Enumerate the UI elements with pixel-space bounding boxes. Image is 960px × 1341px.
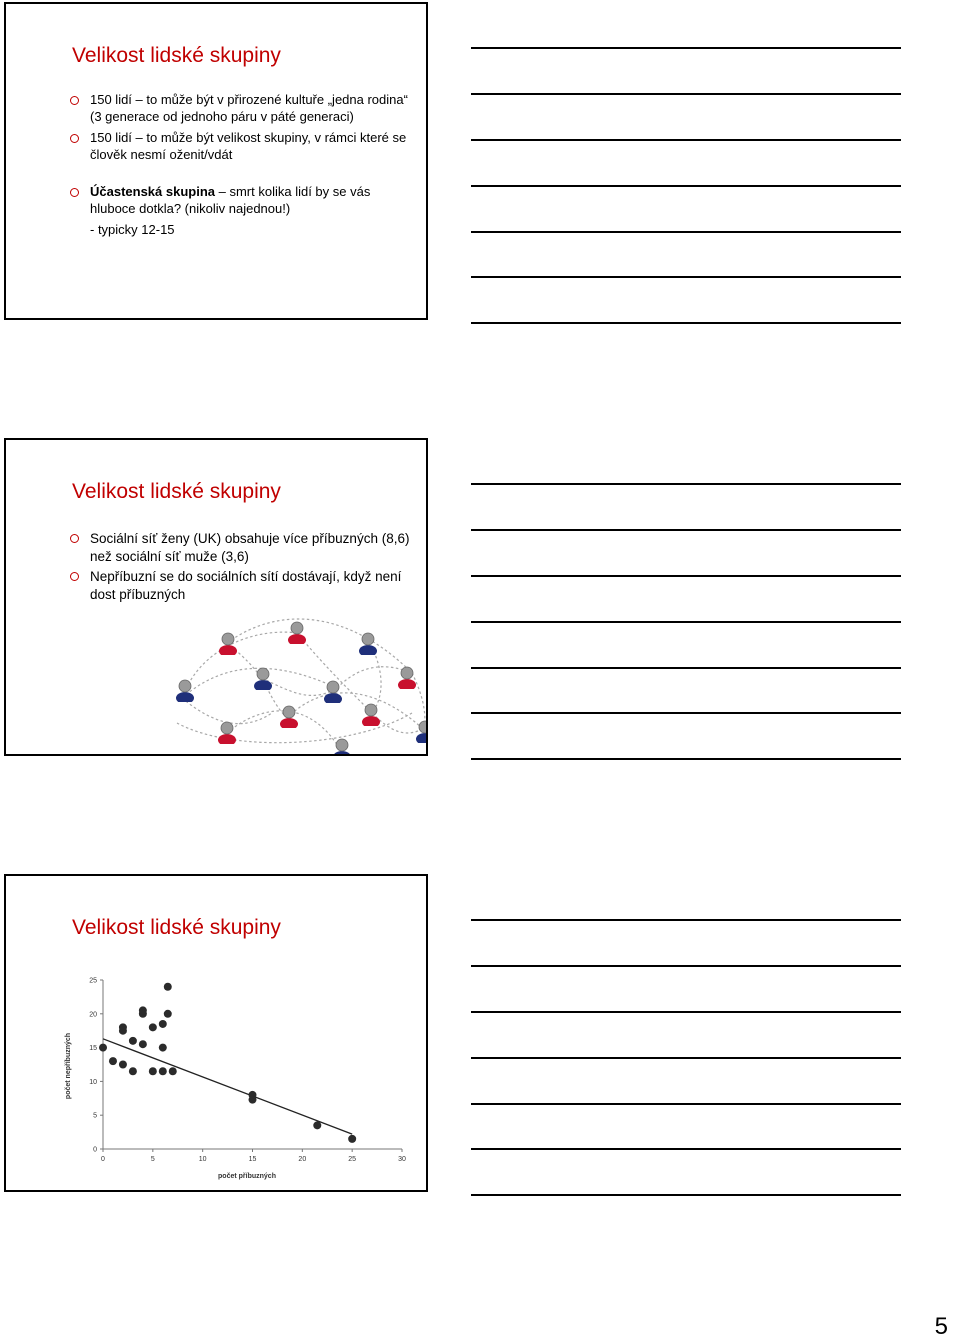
data-point	[159, 1020, 167, 1028]
person-icon	[332, 737, 352, 756]
note-line	[471, 575, 901, 577]
data-point	[348, 1135, 356, 1143]
data-point	[119, 1027, 127, 1035]
data-point	[149, 1023, 157, 1031]
data-point	[109, 1057, 117, 1065]
note-line	[471, 483, 901, 485]
data-point	[164, 1010, 172, 1018]
data-point	[249, 1096, 257, 1104]
note-line	[471, 1194, 901, 1196]
scatter-chart	[56, 968, 416, 1186]
y-tick-label: 10	[89, 1078, 97, 1086]
x-tick-label: 15	[248, 1156, 257, 1163]
bullet-text: 150 lidí – to může být velikost skupiny, v rámci které se člověk nesmí oženit/vdát	[90, 130, 407, 162]
data-point	[99, 1044, 107, 1052]
note-line	[471, 529, 901, 531]
person-icon	[358, 631, 378, 655]
page-number: 5	[934, 1313, 948, 1340]
note-line	[471, 47, 901, 49]
note-line	[471, 185, 901, 187]
note-line	[471, 322, 901, 324]
note-line	[471, 1103, 901, 1105]
data-point	[129, 1037, 137, 1045]
note-line	[471, 231, 901, 233]
person-icon	[217, 720, 237, 744]
bullet-item	[70, 184, 415, 217]
person-icon	[218, 631, 238, 655]
y-tick-label: 0	[93, 1146, 97, 1154]
data-point	[169, 1067, 177, 1075]
person-icon	[253, 666, 273, 690]
x-tick-label: 30	[398, 1156, 406, 1163]
note-line	[471, 1057, 901, 1059]
y-tick-label: 5	[93, 1112, 97, 1120]
data-point	[119, 1061, 127, 1069]
y-axis-label: počet nepříbuzných	[65, 1032, 72, 1100]
person-icon	[397, 665, 417, 689]
y-tick-label: 20	[89, 1011, 97, 1019]
x-tick-label: 25	[348, 1156, 357, 1163]
data-point	[313, 1121, 321, 1129]
data-point	[139, 1040, 147, 1048]
bullet-item	[70, 130, 415, 163]
note-line	[471, 621, 901, 623]
slide-title: Velikost lidské skupiny	[72, 480, 281, 503]
bullet-item	[70, 568, 420, 603]
person-icon	[175, 678, 195, 702]
bullet-subtext: - typicky 12-15	[90, 222, 175, 237]
slide-2	[4, 438, 428, 756]
note-line	[471, 1011, 901, 1013]
note-line	[471, 1148, 901, 1150]
note-line	[471, 965, 901, 967]
bullet-text: Nepříbuzní se do sociálních sítí dostávají, když není dost příbuzných	[90, 569, 402, 602]
note-line	[471, 919, 901, 921]
person-icon	[323, 679, 343, 703]
bullet-text: – smrt kolika lidí by se vás hluboce dotkla? (nikoliv najednou!)	[90, 184, 371, 216]
bullet-item	[70, 92, 415, 125]
note-line	[471, 758, 901, 760]
note-line	[471, 276, 901, 278]
bullet-list	[70, 530, 420, 603]
bullet-item	[70, 530, 420, 565]
y-tick-label: 25	[89, 977, 97, 985]
data-point	[159, 1044, 167, 1052]
bullet-text: 150 lidí – to může být v přirozené kultuře „jedna rodina“ (3 generace od jednoho páru v páté generaci)	[90, 92, 408, 124]
person-icon	[287, 620, 307, 644]
trend-line	[103, 1039, 352, 1134]
slide-title: Velikost lidské skupiny	[72, 44, 281, 67]
slide-1	[4, 2, 428, 320]
note-line	[471, 93, 901, 95]
bullet-text: Sociální síť ženy (UK) obsahuje více příbuzných (8,6) než sociální síť muže (3,6)	[90, 531, 410, 564]
x-axis-label: počet příbuzných	[218, 1173, 276, 1180]
y-tick-label: 15	[89, 1045, 97, 1053]
x-tick-label: 5	[150, 1156, 155, 1163]
person-icon	[279, 704, 299, 728]
x-tick-label: 0	[101, 1156, 105, 1163]
bullet-bold-text: Účastenská skupina	[90, 184, 216, 199]
data-point	[139, 1006, 147, 1014]
person-icon	[415, 719, 428, 743]
x-tick-label: 10	[198, 1156, 207, 1163]
data-point	[164, 983, 172, 991]
bullet-list	[70, 92, 415, 239]
slide-title: Velikost lidské skupiny	[72, 916, 281, 939]
data-point	[129, 1067, 137, 1075]
slide-3	[4, 874, 428, 1192]
data-point	[159, 1067, 167, 1075]
person-icon	[361, 702, 381, 726]
note-line	[471, 667, 901, 669]
x-tick-label: 20	[298, 1156, 307, 1163]
note-line	[471, 139, 901, 141]
note-line	[471, 712, 901, 714]
data-point	[149, 1067, 157, 1075]
